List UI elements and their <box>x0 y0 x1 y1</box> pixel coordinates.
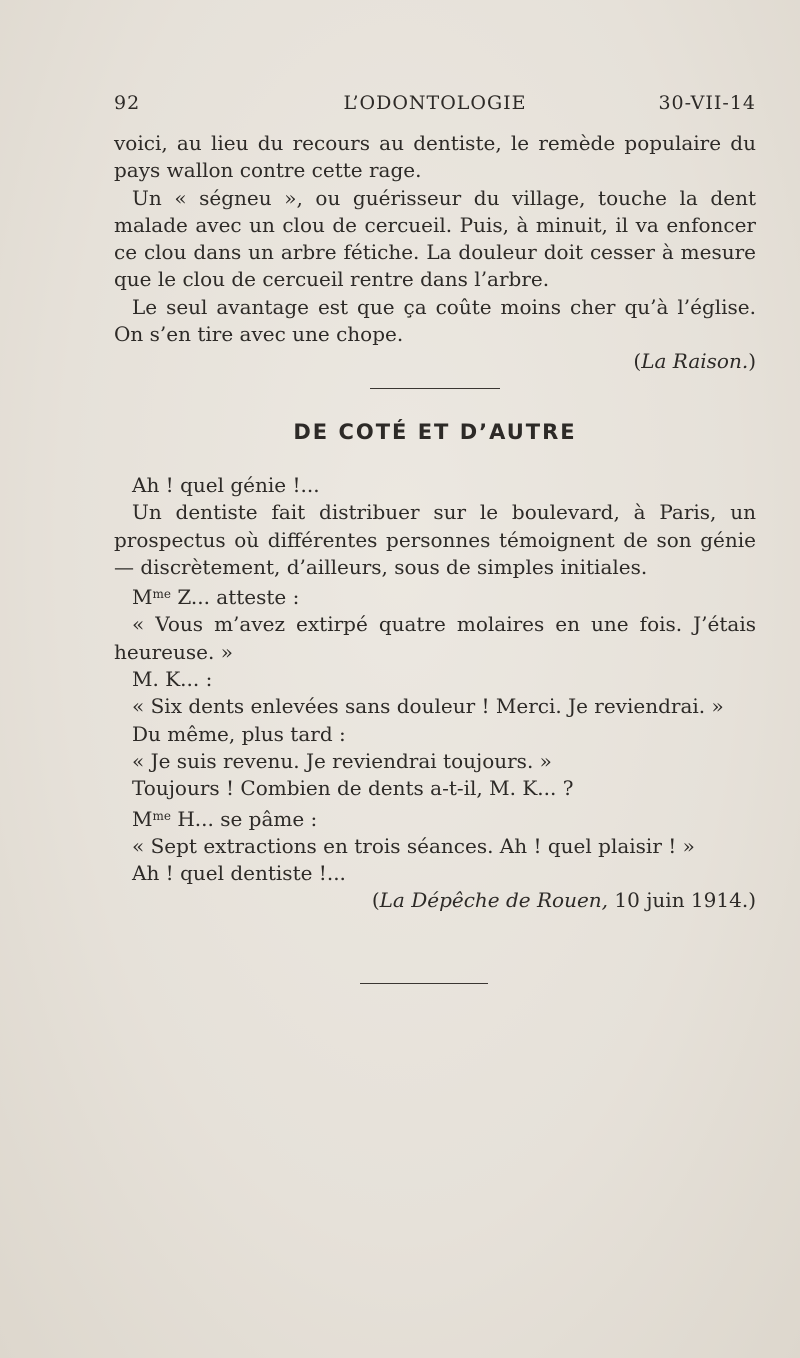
paragraph-text: H... se pâme : <box>170 806 318 831</box>
section-divider <box>370 388 500 389</box>
paragraph: « Six dents enlevées sans douleur ! Merci. Je reviendrai. » <box>132 694 724 719</box>
title-prefix: M <box>132 806 153 831</box>
source-citation: (La Raison.) <box>633 349 756 374</box>
page-number: 92 <box>114 92 141 114</box>
body-text <box>114 130 756 915</box>
section-divider <box>360 983 488 984</box>
title-superscript: me <box>152 587 171 602</box>
paragraph: Toujours ! Combien de dents a-t-il, M. K... ? <box>132 776 574 801</box>
paragraph: Du même, plus tard : <box>132 721 346 746</box>
paragraph-text: Z... atteste : <box>170 585 300 610</box>
paragraph: M. K... : <box>132 667 213 692</box>
paragraph: Le seul avantage est que ça coûte moins cher qu’à l’église. On s’en tire avec une chope. <box>114 294 756 347</box>
paragraph <box>114 581 756 611</box>
paragraph: Ah ! quel génie !... <box>132 472 320 497</box>
paragraph: Ah ! quel dentiste !... <box>132 861 346 886</box>
paragraph: « Sept extractions en trois séances. Ah ! quel plaisir ! » <box>132 833 695 858</box>
paragraph <box>114 803 756 833</box>
section-heading: DE COTÉ ET D’AUTRE <box>293 419 577 444</box>
paragraph: « Vous m’avez extirpé quatre molaires en une fois. J’étais heureuse. » <box>114 612 756 664</box>
paragraph: Un « ségneu », ou guérisseur du village, touche la dent malade avec un clou de cercueil. Puis, à minuit, il va enfoncer ce clou dans un arbre fétiche. La douleur doit cesser à mesure que le clou de cercueil rentre dans l’arbre. <box>114 185 756 292</box>
source-title: La Dépêche de Rouen, <box>379 888 609 913</box>
source-title: La Raison. <box>641 349 749 374</box>
title-prefix: M <box>132 585 153 610</box>
source-citation: (La Dépêche de Rouen, 10 juin 1914.) <box>371 888 756 913</box>
paragraph: voici, au lieu du recours au dentiste, le remède populaire du pays wallon contre cette rage. <box>114 131 756 183</box>
running-header <box>114 92 756 120</box>
source-date: 10 juin 1914. <box>608 888 749 913</box>
paragraph: « Je suis revenu. Je reviendrai toujours. » <box>132 748 552 773</box>
journal-title: L’ODONTOLOGIE <box>343 92 527 114</box>
title-superscript: me <box>152 808 171 823</box>
issue-date: 30-VII-14 <box>658 92 756 114</box>
paragraph: Un dentiste fait distribuer sur le boulevard, à Paris, un prospectus où différentes personnes témoignent de son génie — discrètement, d’ailleurs, sous de simples initiales. <box>114 500 756 579</box>
